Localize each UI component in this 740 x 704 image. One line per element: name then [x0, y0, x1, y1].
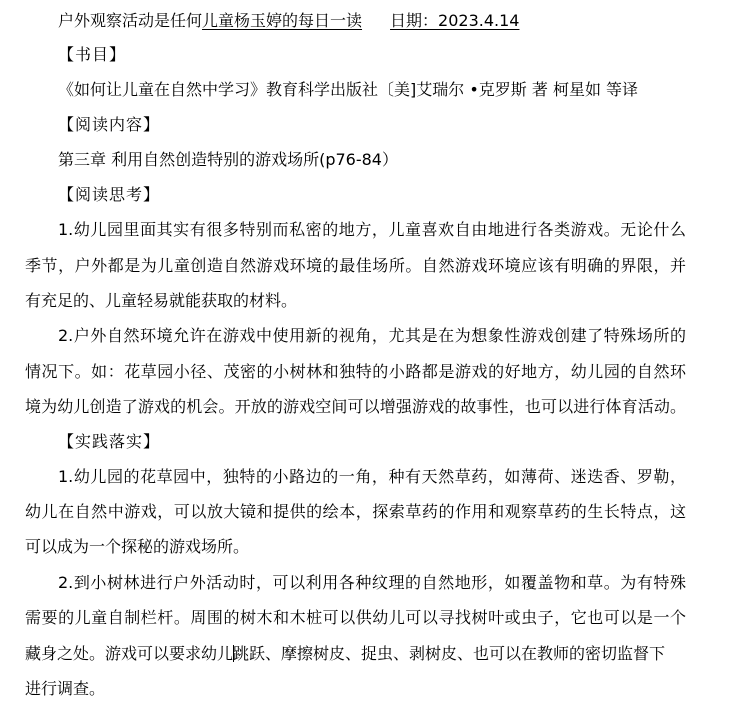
- practice-p2-line-3: [25, 644, 665, 664]
- practice-heading: 【实践落实】: [58, 432, 161, 451]
- practice-p2-line-1: 2.到小树林进行户外活动时，可以利用各种纹理的自然地形，如覆盖物和草。为有特殊: [58, 573, 686, 592]
- header-prefix: 户外观察活动是任何: [58, 11, 203, 30]
- thinking-p2-line-1: 2.户外自然环境允许在游戏中使用新的视角，尤其是在为想象性游戏创建了特殊场所的: [58, 326, 686, 345]
- header-line: [58, 11, 519, 31]
- date-label: 日期：2023.4.14: [390, 11, 520, 30]
- thinking-heading: 【阅读思考】: [58, 185, 161, 204]
- practice-p1-line-3: 可以成为一个探秘的游戏场所。: [25, 537, 250, 556]
- thinking-p1-line-2: 季节，户外都是为儿童创造自然游戏环境的最佳场所。自然游戏环境应该有明确的界限，并: [25, 256, 686, 275]
- chapter-line: 第三章 利用自然创造特别的游戏场所(p76-84）: [58, 150, 398, 169]
- thinking-p1-line-3: 有充足的、儿童轻易就能获取的材料。: [25, 291, 298, 310]
- practice-p2-line-3-part-a: 藏身之处。游戏可以要求幼儿: [25, 644, 234, 663]
- practice-p2-line-2: 需要的儿童自制栏杆。周围的树木和木桩可以供幼儿可以寻找树叶或虫子，它也可以是一个: [25, 608, 686, 627]
- header-underlined-title: 儿童杨玉婷的每日一读 日期：2023.4.14: [202, 11, 520, 30]
- practice-p1-line-2: 幼儿在自然中游戏，可以放大镜和提供的绘本，探索草药的作用和观察草药的生长特点，这: [25, 502, 686, 521]
- practice-p2-line-3-part-b: 跳跃、摩擦树皮、捉虫、剥树皮、也可以在教师的密切监督下: [233, 644, 666, 663]
- thinking-p2-line-2: 情况下。如：花草园小径、茂密的小树林和独特的小路都是游戏的好地方，幼儿园的自然环: [25, 362, 686, 381]
- thinking-p1-line-1: 1.幼儿园里面其实有很多特别而私密的地方，儿童喜欢自由地进行各类游戏。无论什么: [58, 220, 686, 239]
- thinking-p2-line-3: 境为幼儿创造了游戏的机会。开放的游戏空间可以增强游戏的故事性，也可以进行体育活动。: [25, 397, 686, 416]
- reading-heading: 【阅读内容】: [58, 115, 161, 134]
- practice-p1-line-1: 1.幼儿园的花草园中，独特的小路边的一角，种有天然草药，如薄荷、迷迭香、罗勒，: [58, 467, 686, 486]
- practice-p2-line-4: 进行调查。: [25, 679, 106, 698]
- book-heading: 【书目】: [58, 45, 127, 64]
- book-title: 《如何让儿童在自然中学习》教育科学出版社〔美]艾瑞尔 •克罗斯 著 柯星如 等译: [58, 80, 639, 99]
